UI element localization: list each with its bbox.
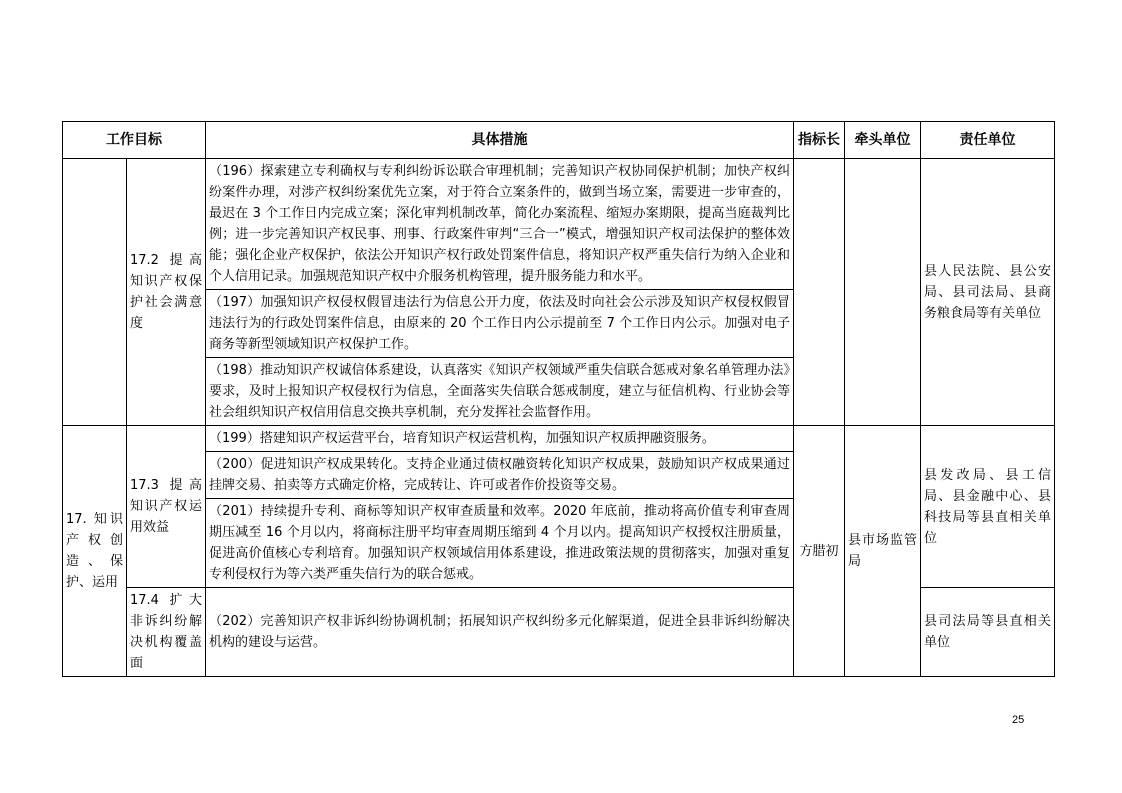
lead-unit-17: 县市场监管局: [845, 426, 921, 677]
goal-17: 17. 知识产权创造、保护、运用: [63, 426, 127, 677]
page-number: 25: [1012, 714, 1025, 726]
indicator-lead-17: 方腊初: [794, 426, 845, 677]
header-measures: 具体措施: [206, 122, 794, 159]
measure-201: （201）持续提升专利、商标等知识产权审查质量和效率。2020 年底前，推动将高价值专利审查周期压减至 16 个月以内，将商标注册平均审查周期压缩到 4 个月以内。提高知识产权授权注册质量，促进高价值核心专利培育。加强知识产权领域信用体系建设，推进政策法规的贯彻落实，加强对重复专利侵权行为等六类严重失信行为的联合惩戒。: [206, 499, 794, 588]
subgoal-17-4: 17.4 扩大非诉纠纷解决机构覆盖面: [127, 588, 206, 677]
measures-table: [62, 121, 1055, 677]
responsible-17-4: 县司法局等县直相关单位: [921, 588, 1055, 677]
measure-196: （196）探索建立专利确权与专利纠纷诉讼联合审理机制；完善知识产权协同保护机制；加快产权纠纷案件办理，对涉产权纠纷案优先立案，对于符合立案条件的，做到当场立案，需要进一步审查的，最迟在 3 个工作日内完成立案；深化审判机制改革，简化办案流程、缩短办案期限，提高当庭裁判比例；进一步完善知识产权民事、刑事、行政案件审判“三合一”模式，增强知识产权司法保护的整体效能；强化企业产权保护，依法公开知识产权行政处罚案件信息，将知识产权严重失信行为纳入企业和个人信用记录。加强规范知识产权中介服务机构管理，提升服务能力和水平。: [206, 159, 794, 290]
table-row: [63, 159, 1055, 290]
responsible-17-2: 县人民法院、县公安局、县司法局、县商务粮食局等有关单位: [921, 159, 1055, 426]
subgoal-17-3: 17.3 提高知识产权运用效益: [127, 426, 206, 588]
measure-199: （199）搭建知识产权运营平台，培育知识产权运营机构，加强知识产权质押融资服务。: [206, 426, 794, 452]
header-row: [63, 122, 1055, 159]
measure-198: （198）推动知识产权诚信体系建设，认真落实《知识产权领域严重失信联合惩戒对象名单管理办法》要求，及时上报知识产权侵权行为信息，全面落实失信联合惩戒制度，建立与征信机构、行业协会等社会组织知识产权信用信息交换共享机制，充分发挥社会监督作用。: [206, 358, 794, 426]
header-goal: 工作目标: [63, 122, 206, 159]
subgoal-17-2: 17.2 提高知识产权保护社会满意度: [127, 159, 206, 426]
indicator-lead-empty: [794, 159, 845, 426]
measure-197: （197）加强知识产权侵权假冒违法行为信息公开力度，依法及时向社会公示涉及知识产权侵权假冒违法行为的行政处罚案件信息，由原来的 20 个工作日内公示提前至 7 个工作日内公示。加强对电子商务等新型领域知识产权保护工作。: [206, 290, 794, 358]
header-lead-unit: 牵头单位: [845, 122, 921, 159]
header-indicator-lead: 指标长: [794, 122, 845, 159]
measure-200: （200）促进知识产权成果转化。支持企业通过债权融资转化知识产权成果，鼓励知识产权成果通过挂牌交易、拍卖等方式确定价格，完成转让、许可或者作价投资等交易。: [206, 452, 794, 499]
responsible-17-3: 县发改局、县工信局、县金融中心、县科技局等县直相关单位: [921, 426, 1055, 588]
measure-202: （202）完善知识产权非诉纠纷协调机制；拓展知识产权纠纷多元化解渠道，促进全县非诉纠纷解决机构的建设与运营。: [206, 588, 794, 677]
lead-unit-empty: [845, 159, 921, 426]
goal-cell-empty: [63, 159, 127, 426]
table-row: [63, 426, 1055, 452]
header-responsible-unit: 责任单位: [921, 122, 1055, 159]
